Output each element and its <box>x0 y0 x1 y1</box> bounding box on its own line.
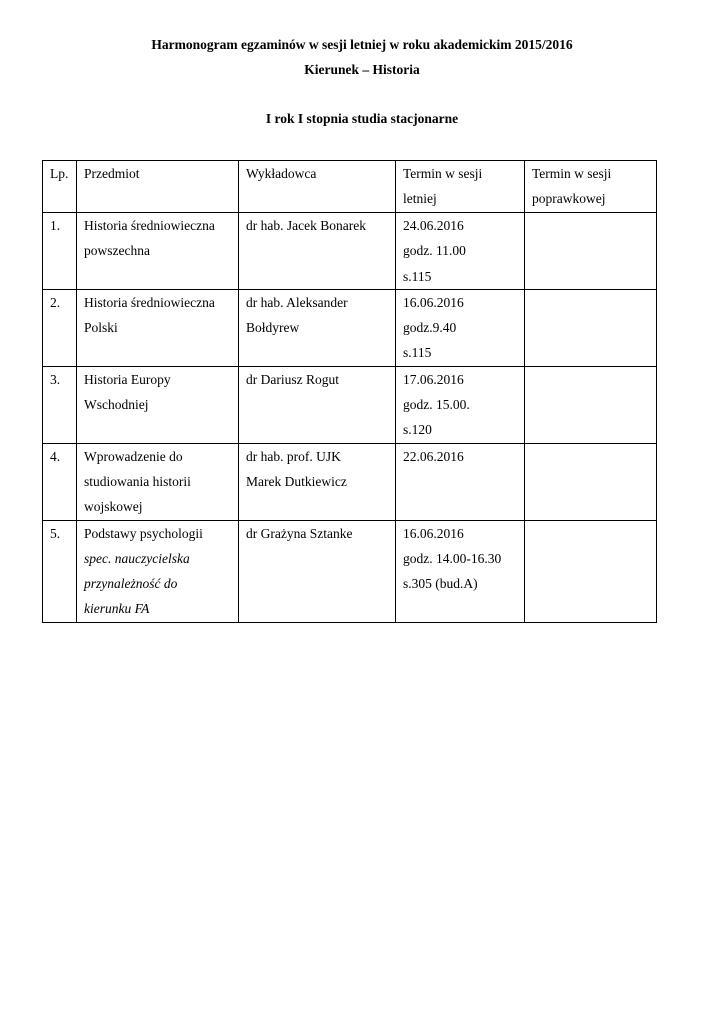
cell-lecturer <box>239 366 396 443</box>
cell-retake <box>525 213 657 290</box>
table-row <box>43 289 657 366</box>
cell-lecturer <box>239 289 396 366</box>
subject-note-line: kierunku FA <box>84 601 150 617</box>
cell-lp <box>43 213 77 290</box>
table-row <box>43 213 657 290</box>
term-line: 16.06.2016 <box>403 525 464 541</box>
column-header-retake-label-line-2: poprawkowej <box>532 191 606 207</box>
cell-lecturer <box>239 213 396 290</box>
cell-subject <box>77 213 239 290</box>
cell-term <box>396 366 525 443</box>
column-header-lecturer-label: Wykładowca <box>246 166 317 181</box>
exam-schedule-table <box>42 160 657 623</box>
lecturer-line: dr Dariusz Rogut <box>246 371 339 387</box>
row-number: 1. <box>50 218 61 233</box>
cell-retake <box>525 366 657 443</box>
term-line: godz.9.40 <box>403 320 457 336</box>
term-line: godz. 11.00 <box>403 243 466 259</box>
cell-subject <box>77 443 239 520</box>
row-number: 2. <box>50 294 61 310</box>
cell-subject <box>77 289 239 366</box>
subject-line: Polski <box>84 320 118 336</box>
cell-lecturer <box>239 520 396 622</box>
column-header-lp <box>43 161 77 213</box>
program-heading: Kierunek – Historia <box>304 62 420 77</box>
lecturer-line: dr hab. Jacek Bonarek <box>246 218 366 233</box>
cell-retake <box>525 443 657 520</box>
subject-note-line: spec. nauczycielska <box>84 550 190 566</box>
column-header-subject <box>77 161 239 213</box>
row-number: 3. <box>50 371 61 387</box>
cell-term <box>396 520 525 622</box>
column-header-term-label-line-1: Termin w sesji <box>403 166 483 181</box>
subject-line: Podstawy psychologii <box>84 525 203 541</box>
cell-lp <box>43 366 77 443</box>
cell-lecturer <box>239 443 396 520</box>
column-header-term-label-line-2: letniej <box>403 191 437 207</box>
term-line: godz. 15.00. <box>403 397 470 413</box>
term-line: godz. 14.00-16.30 <box>403 550 502 566</box>
subject-line: powszechna <box>84 243 150 259</box>
subject-line: Wschodniej <box>84 397 149 413</box>
subject-line: Wprowadzenie do <box>84 448 183 464</box>
term-line: s.305 (bud.A) <box>403 576 478 592</box>
cell-subject <box>77 520 239 622</box>
column-header-retake <box>525 161 657 213</box>
table-header-row <box>43 161 657 213</box>
subject-line: Historia Europy <box>84 371 171 387</box>
column-header-subject-label: Przedmiot <box>84 166 140 181</box>
cell-term <box>396 213 525 290</box>
row-number: 4. <box>50 448 61 464</box>
term-line: s.115 <box>403 268 432 284</box>
cell-subject <box>77 366 239 443</box>
table-body <box>43 213 657 623</box>
subject-line: Historia średniowieczna <box>84 218 215 233</box>
term-line: 17.06.2016 <box>403 371 464 387</box>
lecturer-line: Bołdyrew <box>246 320 300 336</box>
lecturer-line: Marek Dutkiewicz <box>246 473 347 489</box>
lecturer-line: dr hab. Aleksander <box>246 294 348 310</box>
document-title: Harmonogram egzaminów w sesji letniej w roku akademickim 2015/2016 <box>151 37 573 52</box>
study-level-heading: I rok I stopnia studia stacjonarne <box>265 111 459 126</box>
term-line: 16.06.2016 <box>403 294 464 310</box>
subject-note-line: przynależność do <box>84 576 178 592</box>
subject-line: wojskowej <box>84 499 143 515</box>
column-header-retake-label-line-1: Termin w sesji <box>532 166 612 181</box>
cell-retake <box>525 520 657 622</box>
term-line: s.120 <box>403 422 432 438</box>
cell-retake <box>525 289 657 366</box>
column-header-lp-label: Lp. <box>50 166 69 181</box>
subject-line: Historia średniowieczna <box>84 294 215 310</box>
cell-term <box>396 289 525 366</box>
row-number: 5. <box>50 525 61 541</box>
lecturer-line: dr hab. prof. UJK <box>246 448 341 464</box>
lecturer-line: dr Grażyna Sztanke <box>246 525 353 541</box>
table-row <box>43 443 657 520</box>
table-row <box>43 366 657 443</box>
cell-term <box>396 443 525 520</box>
cell-lp <box>43 289 77 366</box>
table-row <box>43 520 657 622</box>
term-line: 24.06.2016 <box>403 218 464 233</box>
cell-lp <box>43 443 77 520</box>
subject-line: studiowania historii <box>84 473 191 489</box>
cell-lp <box>43 520 77 622</box>
term-line: 22.06.2016 <box>403 448 464 464</box>
column-header-lecturer <box>239 161 396 213</box>
column-header-term <box>396 161 525 213</box>
term-line: s.115 <box>403 345 432 361</box>
